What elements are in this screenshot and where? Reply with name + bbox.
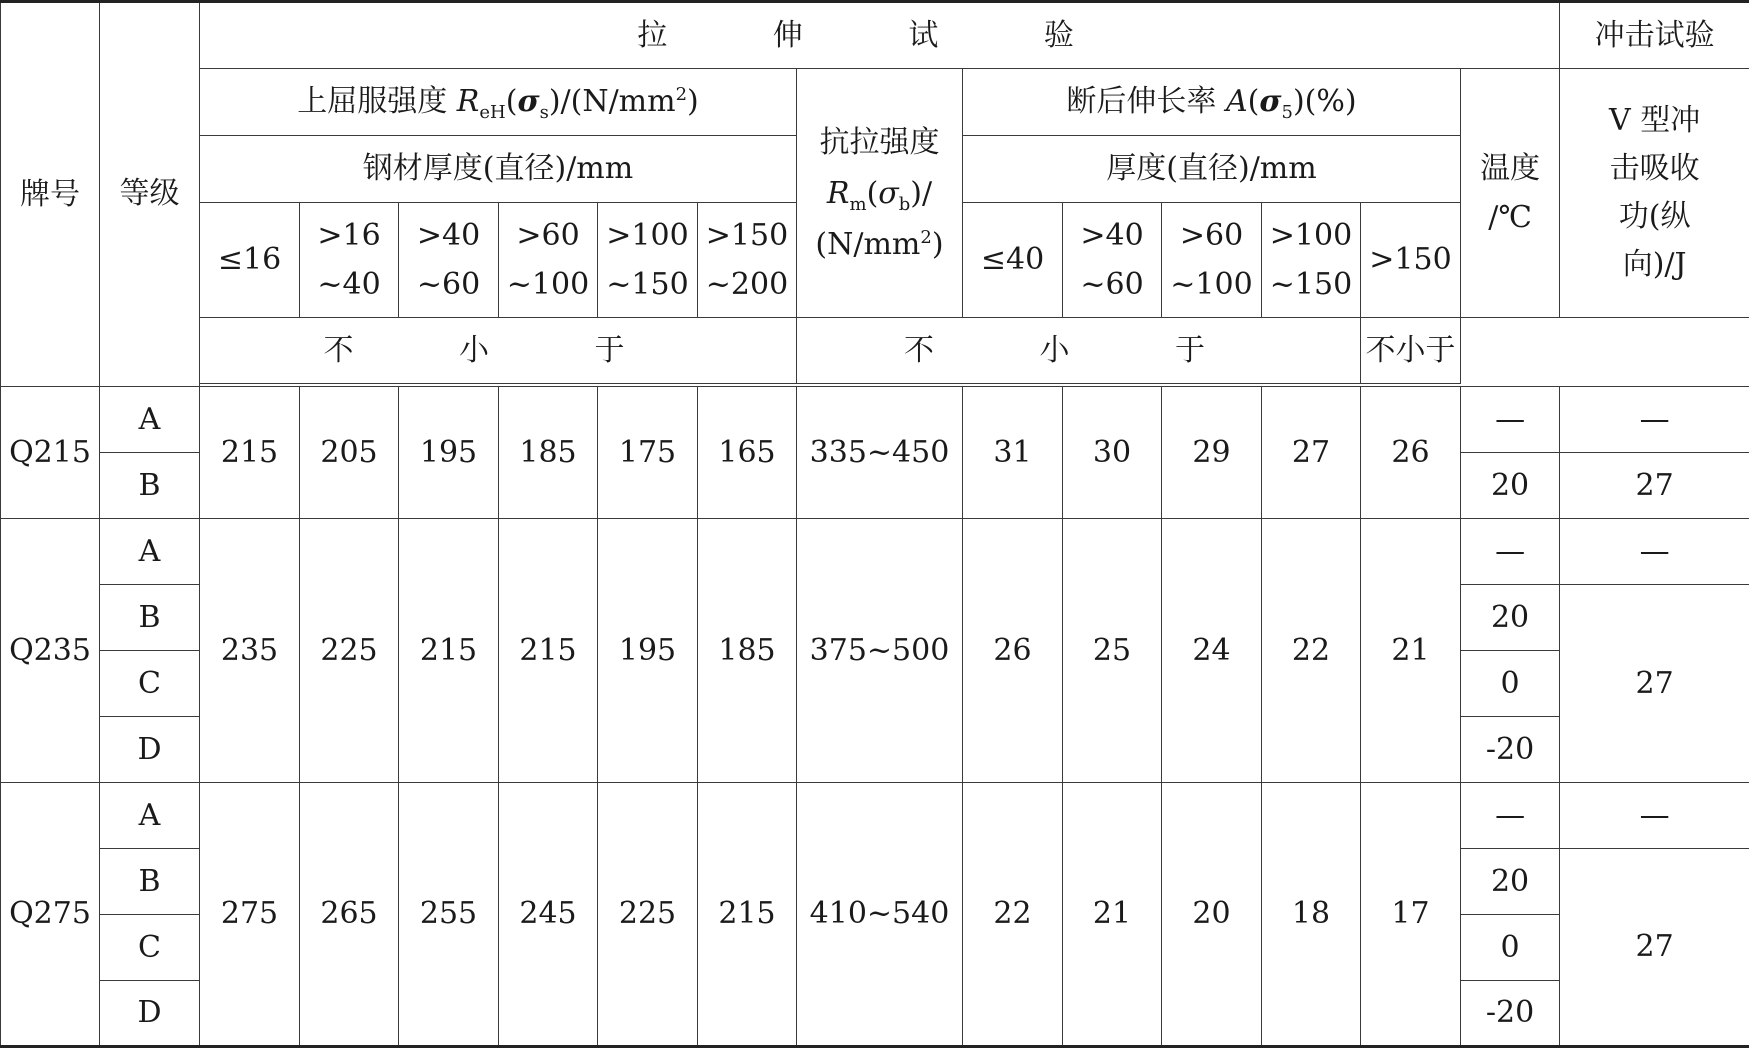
grade-cell: A (100, 387, 200, 453)
elong-value: 17 (1361, 783, 1461, 1047)
yield-value: 245 (499, 783, 598, 1047)
elong-value: 30 (1063, 387, 1162, 519)
temp-value: — (1461, 519, 1560, 585)
header-impact-energy: V 型冲 击吸收 功(纵 向)/J (1560, 69, 1749, 318)
grade-cell: B (100, 849, 200, 915)
yield-value: 195 (598, 519, 698, 783)
yield-value: 185 (698, 519, 797, 783)
grade-cell: D (100, 717, 200, 783)
grade-cell: C (100, 651, 200, 717)
temp-value: -20 (1461, 981, 1560, 1047)
energy-value: — (1560, 783, 1749, 849)
energy-value: — (1560, 387, 1749, 453)
elong-value: 27 (1262, 387, 1361, 519)
elong-range-5: >150 (1361, 203, 1461, 318)
header-tensile-strength: 抗拉强度 $R_m(\sigma_b)/$ $(N/mm^2)$ (797, 69, 963, 318)
yield-value: 225 (300, 519, 399, 783)
yield-value: 175 (598, 387, 698, 519)
yield-range-6: >150 ~200 (698, 203, 797, 318)
header-grade: 等级 (100, 2, 200, 387)
yield-value: 185 (499, 387, 598, 519)
temp-value: 0 (1461, 915, 1560, 981)
elong-value: 20 (1162, 783, 1262, 1047)
header-thickness-2: 厚度(直径)/mm (963, 136, 1461, 203)
elong-value: 29 (1162, 387, 1262, 519)
energy-value: 27 (1560, 585, 1749, 783)
brand-q275: Q275 (1, 783, 100, 1047)
elong-range-4: >100 ~150 (1262, 203, 1361, 318)
elong-value: 21 (1361, 519, 1461, 783)
elong-value: 25 (1063, 519, 1162, 783)
elong-value: 22 (963, 783, 1063, 1047)
yield-value: 235 (200, 519, 300, 783)
temp-value: — (1461, 783, 1560, 849)
energy-value: 27 (1560, 453, 1749, 519)
not-less-than-impact: 不小于 (1361, 318, 1461, 384)
temp-value: 0 (1461, 651, 1560, 717)
grade-cell: D (100, 981, 200, 1047)
yield-value: 265 (300, 783, 399, 1047)
yield-range-5: >100 ~150 (598, 203, 698, 318)
elong-range-3: >60 ~100 (1162, 203, 1262, 318)
elong-value: 18 (1262, 783, 1361, 1047)
yield-value: 215 (399, 519, 499, 783)
temp-value: 20 (1461, 453, 1560, 519)
elong-range-2: >40 ~60 (1063, 203, 1162, 318)
elong-value: 31 (963, 387, 1063, 519)
temp-value: 20 (1461, 849, 1560, 915)
yield-range-2: >16 ~40 (300, 203, 399, 318)
elong-value: 22 (1262, 519, 1361, 783)
tensile-value: 375~500 (797, 519, 963, 783)
yield-range-1: ≤16 (200, 203, 300, 318)
yield-value: 255 (399, 783, 499, 1047)
yield-range-4: >60 ~100 (499, 203, 598, 318)
yield-value: 195 (399, 387, 499, 519)
grade-cell: A (100, 783, 200, 849)
tensile-value: 410~540 (797, 783, 963, 1047)
header-thickness: 钢材厚度(直径)/mm (200, 136, 797, 203)
header-impact-test: 冲击试验 (1560, 2, 1749, 69)
grade-cell: B (100, 453, 200, 519)
energy-value: — (1560, 519, 1749, 585)
not-less-than-yield: 不 小 于 (200, 318, 797, 384)
energy-value: 27 (1560, 849, 1749, 1047)
yield-range-3: >40 ~60 (399, 203, 499, 318)
elong-value: 26 (963, 519, 1063, 783)
brand-q215: Q215 (1, 387, 100, 519)
header-temperature: 温度 /℃ (1461, 69, 1560, 318)
elong-range-1: ≤40 (963, 203, 1063, 318)
yield-value: 275 (200, 783, 300, 1047)
tensile-value: 335~450 (797, 387, 963, 519)
header-elongation: 断后伸长率 $A(\sigma_5)(\%)$ (963, 69, 1461, 136)
yield-value: 215 (200, 387, 300, 519)
yield-value: 205 (300, 387, 399, 519)
temp-value: 20 (1461, 585, 1560, 651)
brand-q235: Q235 (1, 519, 100, 783)
yield-value: 225 (598, 783, 698, 1047)
temp-value: -20 (1461, 717, 1560, 783)
grade-cell: C (100, 915, 200, 981)
grade-cell: B (100, 585, 200, 651)
elong-value: 21 (1063, 783, 1162, 1047)
yield-value: 215 (499, 519, 598, 783)
temp-value: — (1461, 387, 1560, 453)
header-yield-strength: 上屈服强度 $R_{eH}(\sigma_s)/(N/mm^2)$ (200, 69, 797, 136)
grade-cell: A (100, 519, 200, 585)
elong-value: 24 (1162, 519, 1262, 783)
elong-value: 26 (1361, 387, 1461, 519)
header-tensile-test: 拉 伸 试 验 (200, 2, 1560, 69)
yield-value: 165 (698, 387, 797, 519)
header-brand: 牌号 (1, 2, 100, 387)
not-less-than-elong: 不 小 于 (797, 318, 1361, 384)
yield-value: 215 (698, 783, 797, 1047)
